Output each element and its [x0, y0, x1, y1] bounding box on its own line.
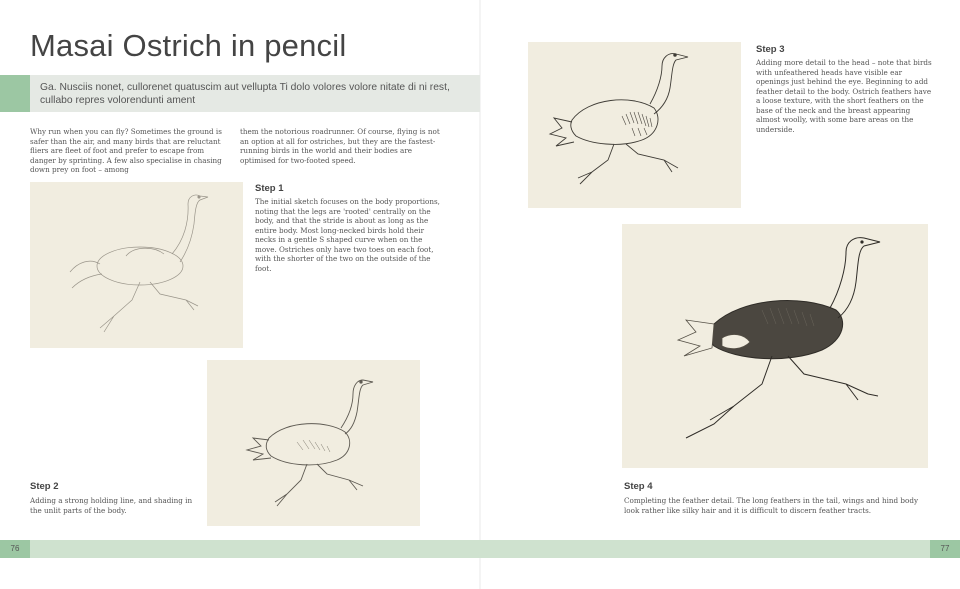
step2-sketch [207, 360, 420, 526]
step1-sketch [30, 182, 243, 348]
page-number-right: 77 [930, 540, 960, 558]
page-number-left: 76 [0, 540, 30, 558]
step1-heading: Step 1 [255, 183, 284, 194]
step1-text: The initial sketch focuses on the body proportions, noting that the legs are 'rooted' centrally on the body, and that the stride is about as long as the entire body. Most long-necked birds hold their necks in a gentle S shaped curve when on the move. Ostriches only have two toes on each foot, with the shorter of the two on the outside of the foot. [255, 197, 440, 273]
step3-text: Adding more detail to the head – note that birds with unfeathered heads have visible ear openings just behind the eye. Beginning to add feather detail to the body. Ostrich feathers have a loose texture, with the short feathers on the base of the neck and the breast appearing almost woolly, with some bare areas on the underside. [756, 58, 932, 134]
step4-text: Completing the feather detail. The long feathers in the tail, wings and hind body look rather like silky hair and it is difficult to discern feather tracts. [624, 496, 919, 515]
footer-band [0, 540, 960, 558]
page-title: Masai Ostrich in pencil [30, 28, 347, 63]
body-column-1: Why run when you can fly? Sometimes the ground is safer than the air, and many birds that are reluctant fliers are fleet of foot and prefer to escape from danger by sprinting. A few also specialise in chasing down prey on foot – among [30, 127, 222, 174]
body-column-2: them the notorious roadrunner. Of course, flying is not an option at all for ostriches, but they are the fastest-running birds in the world and their bodies are optimised for two-footed speed. [240, 127, 440, 165]
step2-heading: Step 2 [30, 481, 59, 492]
intro-text: Ga. Nusciis nonet, cullorenet quatuscim aut vellupta Ti dolo volores volore nitate di ni rest, cullabo repres volorendunti ament [40, 82, 450, 106]
intro-accent-tab [0, 75, 30, 112]
step4-sketch [622, 224, 928, 468]
step2-text: Adding a strong holding line, and shading in the unlit parts of the body. [30, 496, 193, 515]
step3-heading: Step 3 [756, 44, 785, 55]
step4-heading: Step 4 [624, 481, 653, 492]
step3-sketch [528, 42, 741, 208]
